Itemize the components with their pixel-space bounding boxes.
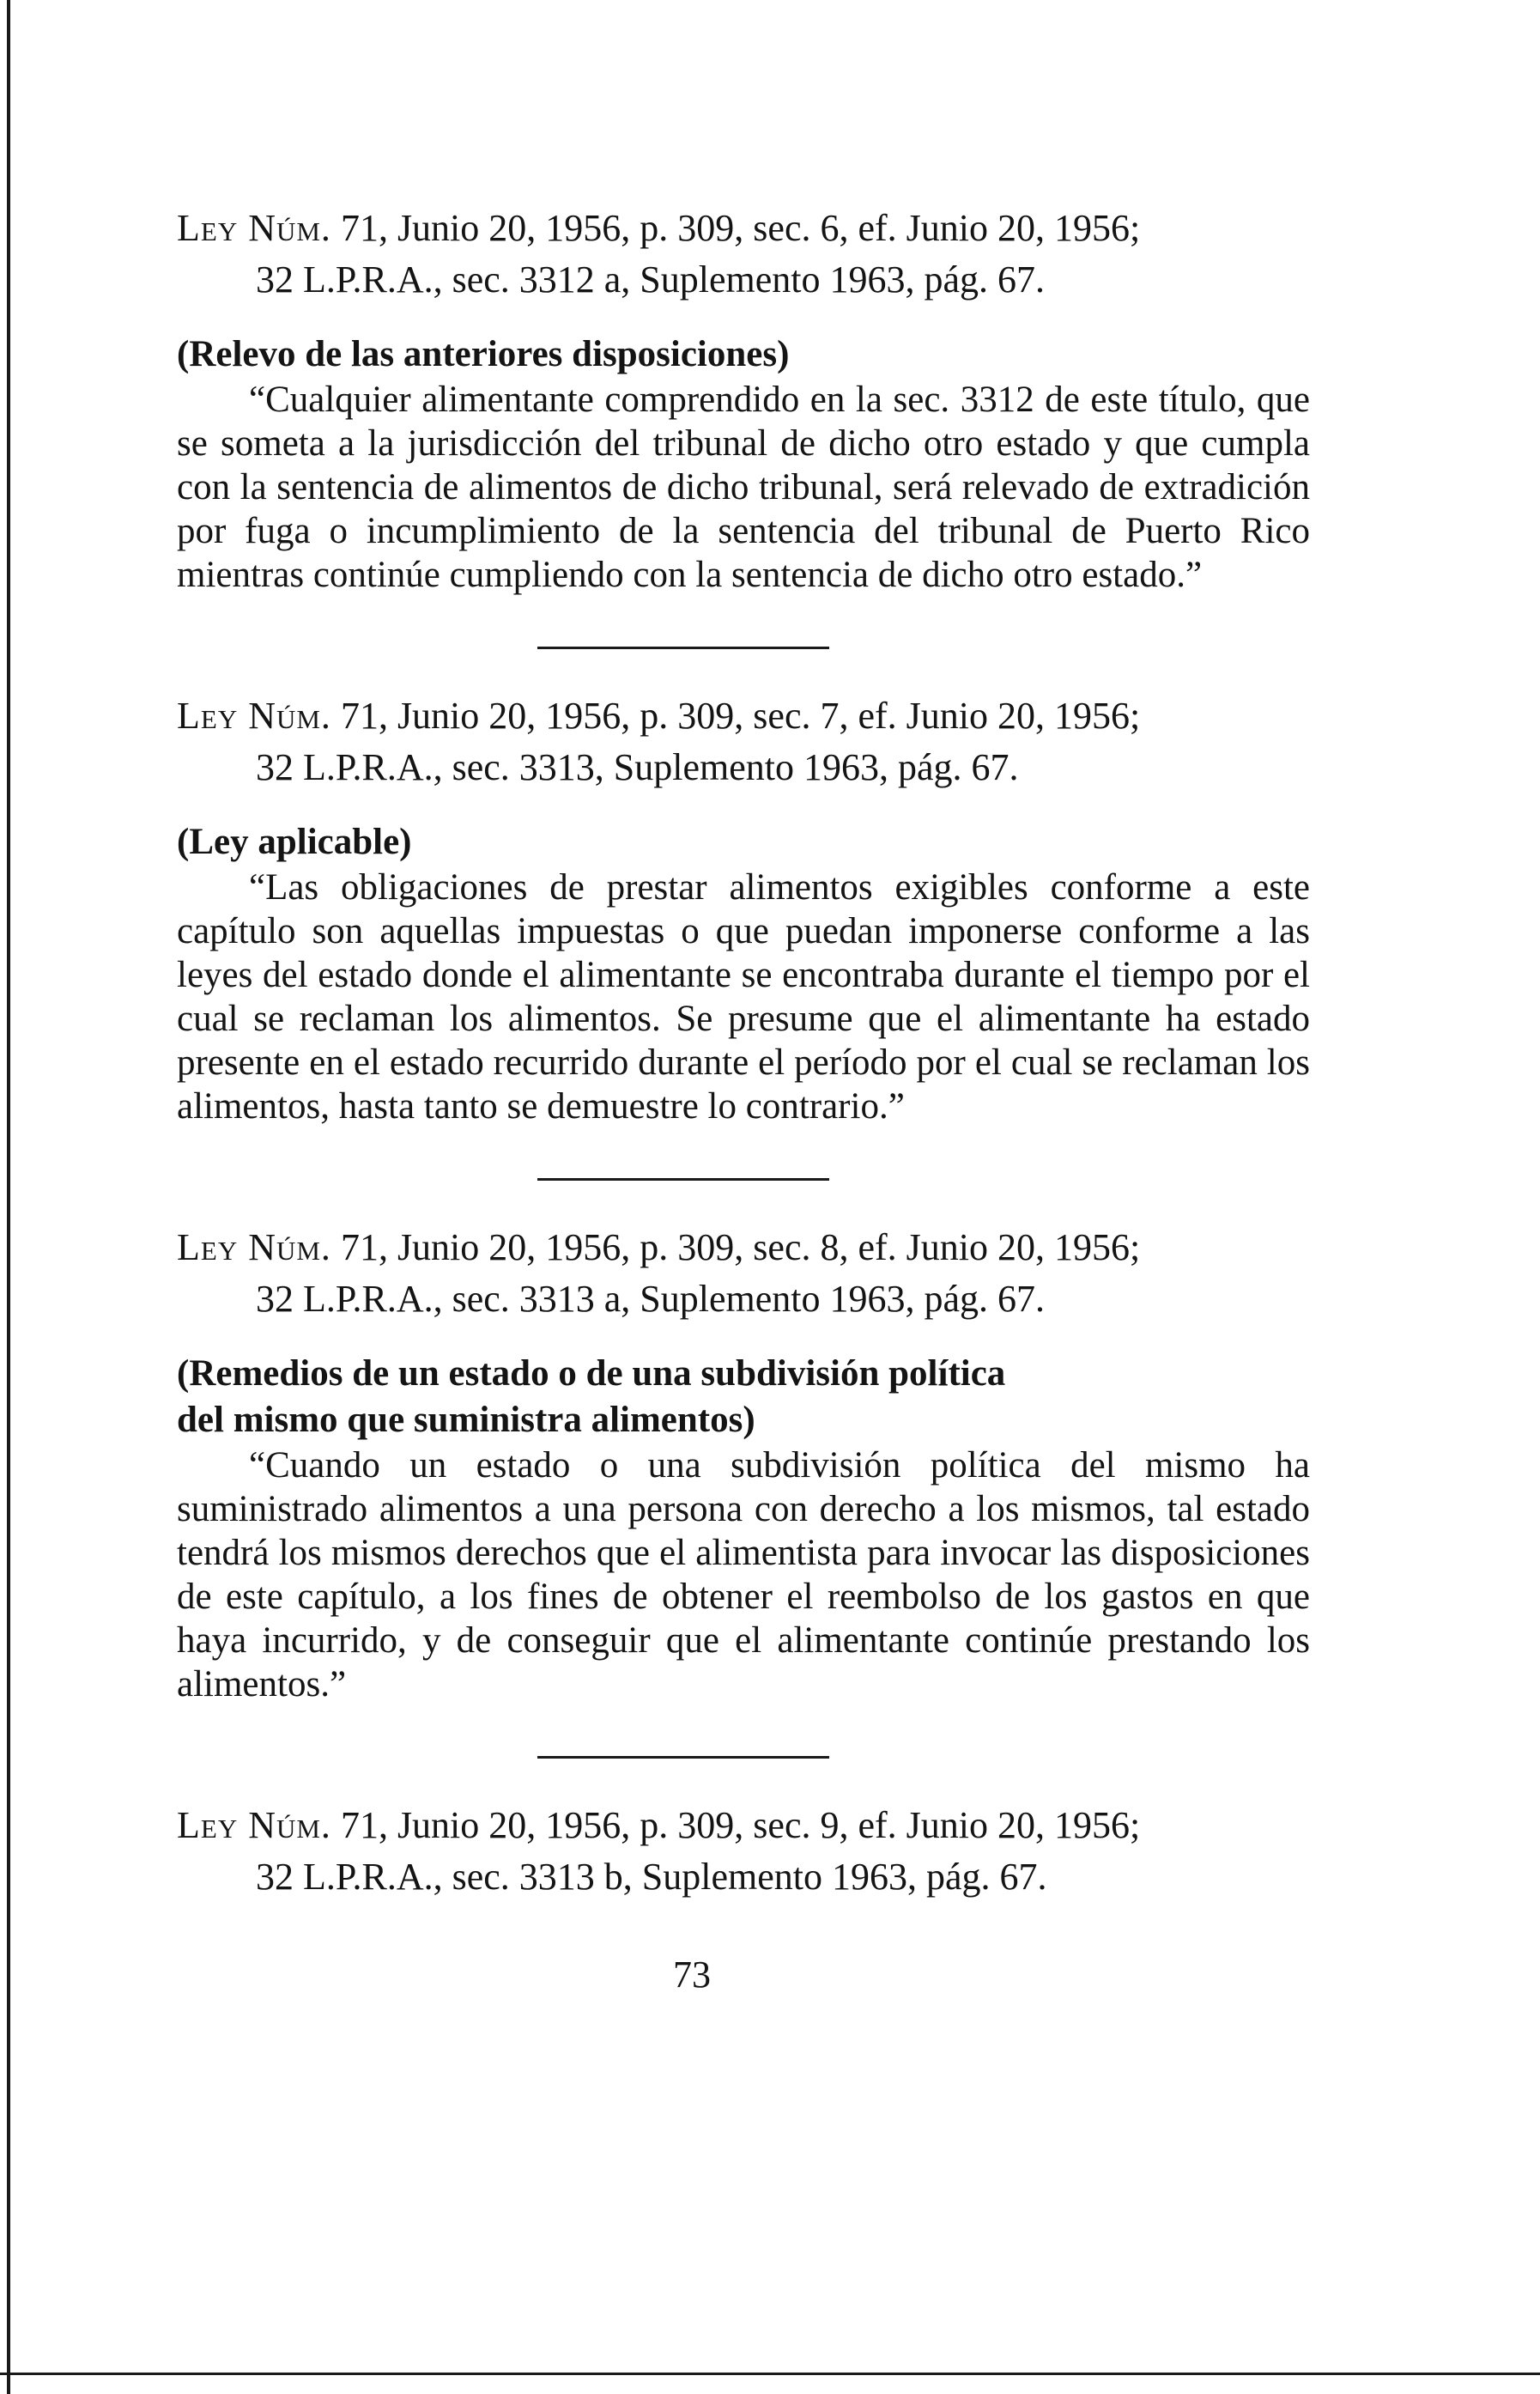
- citation-line1: 71, Junio 20, 1956, p. 309, sec. 8, ef. Junio 20, 1956;: [330, 1226, 1141, 1268]
- citation-prefix: Ley Núm.: [177, 1804, 331, 1846]
- section-divider: [537, 647, 829, 649]
- section-divider: [537, 1756, 829, 1759]
- citation-line1: 71, Junio 20, 1956, p. 309, sec. 6, ef. Junio 20, 1956;: [330, 207, 1141, 249]
- citation-sec-6: [177, 203, 1310, 306]
- citation-prefix: Ley Núm.: [177, 1226, 331, 1268]
- citation-line1: 71, Junio 20, 1956, p. 309, sec. 9, ef. Junio 20, 1956;: [330, 1804, 1141, 1846]
- citation-line2: 32 L.P.R.A., sec. 3312 a, Suplemento 1963, pág. 67.: [256, 258, 1046, 301]
- page-content: [177, 203, 1310, 1996]
- citation-line1: 71, Junio 20, 1956, p. 309, sec. 7, ef. Junio 20, 1956;: [330, 695, 1141, 737]
- citation-sec-9: [177, 1800, 1310, 1903]
- citation-prefix: Ley Núm.: [177, 207, 331, 249]
- page-edge-left: [7, 0, 10, 2394]
- citation-line2: 32 L.P.R.A., sec. 3313, Suplemento 1963, pág. 67.: [256, 746, 1019, 788]
- section-heading: (Relevo de las anteriores disposiciones): [177, 334, 790, 374]
- page-number: 73: [673, 1953, 711, 1996]
- page-edge-bottom: [0, 2373, 1540, 2375]
- heading-line1: (Remedios de un estado o de una subdivisión política: [177, 1353, 1006, 1394]
- section-divider: [537, 1178, 829, 1181]
- section-body: “Las obligaciones de prestar alimentos exigibles conforme a este capítulo son aquellas impuestas o que puedan imponerse conforme a las leyes del estado donde el alimentante se encontraba durante el tiempo por el cual se reclaman los alimentos. Se presume que el alimentante ha estado presente en el estado recurrido durante el período por el cual se reclaman los alimentos, hasta tanto se demuestre lo contrario.”: [177, 867, 1310, 1127]
- citation-line2: 32 L.P.R.A., sec. 3313 b, Suplemento 1963, pág. 67.: [256, 1856, 1047, 1898]
- citation-sec-7: [177, 690, 1310, 793]
- section-body: “Cualquier alimentante comprendido en la sec. 3312 de este título, que se someta a la jurisdicción del tribunal de dicho otro estado y que cumpla con la sentencia de alimentos de dicho tribunal, será relevado de extradición por fuga o incumplimiento de la sentencia del tribunal de Puerto Rico mientras continúe cumpliendo con la sentencia de dicho otro estado.”: [177, 380, 1310, 595]
- citation-line2: 32 L.P.R.A., sec. 3313 a, Suplemento 1963, pág. 67.: [256, 1278, 1046, 1320]
- section-heading: [177, 1351, 1310, 1443]
- section-body: “Cuando un estado o una subdivisión política del mismo ha suministrado alimentos a una persona con derecho a los mismos, tal estado tendrá los mismos derechos que el alimentista para invocar las disposiciones de este capítulo, a los fines de obtener el reembolso de los gastos en que haya incurrido, y de conseguir que el alimentante continúe prestando los alimentos.”: [177, 1445, 1310, 1704]
- section-heading: (Ley aplicable): [177, 822, 412, 862]
- heading-line2: del mismo que suministra alimentos): [177, 1400, 755, 1440]
- citation-prefix: Ley Núm.: [177, 695, 331, 737]
- citation-sec-8: [177, 1222, 1310, 1325]
